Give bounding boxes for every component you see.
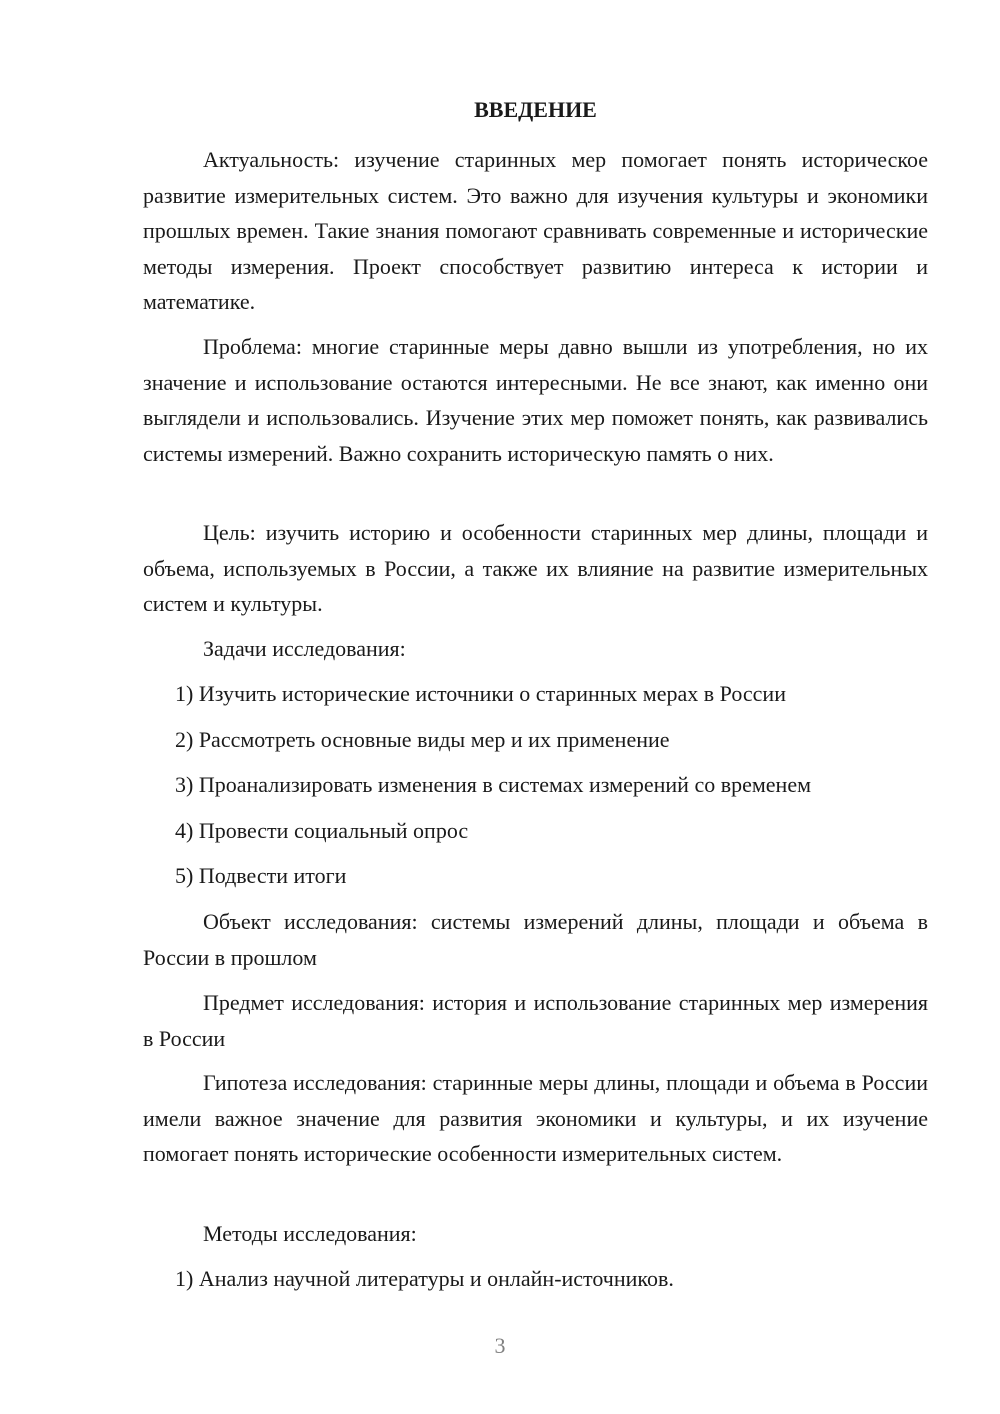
subject-paragraph: Предмет исследования: история и использование старинных мер измерения в России — [143, 990, 928, 1051]
task-item: 5) Подвести итоги — [175, 863, 347, 888]
method-item: 1) Анализ научной литературы и онлайн-источников. — [175, 1266, 674, 1291]
task-item: 3) Проанализировать изменения в системах измерений со временем — [175, 772, 812, 797]
task-item: 4) Провести социальный опрос — [175, 818, 469, 843]
tasks-heading: Задачи исследования: — [203, 636, 406, 661]
goal-paragraph: Цель: изучить историю и особенности старинных мер длины, площади и объема, используемых в России, а также их влияние на развитие измерительных систем и культуры. — [143, 520, 928, 616]
problem-paragraph: Проблема: многие старинные меры давно вышли из употребления, но их значение и использование остаются интересными. Не все знают, как именно они выглядели и использовались. Изучение этих мер поможет понять, как развивались системы измерений. Важно сохранить историческую память о них. — [143, 334, 928, 466]
relevance-paragraph: Актуальность: изучение старинных мер помогает понять историческое развитие измерительных систем. Это важно для изучения культуры и экономики прошлых времен. Такие знания помогают сравнивать современные и исторические методы измерения. Проект способствует развитию интереса к истории и математике. — [143, 147, 928, 314]
task-item: 1) Изучить исторические источники о старинных мерах в России — [175, 681, 786, 706]
hypothesis-paragraph: Гипотеза исследования: старинные меры длины, площади и объема в России имели важное значение для развития экономики и культуры, и их изучение помогает понять исторические особенности измерительных систем. — [143, 1070, 928, 1166]
page-title: ВВЕДЕНИЕ — [474, 97, 597, 122]
methods-heading: Методы исследования: — [203, 1221, 417, 1246]
page-number: 3 — [494, 1333, 506, 1358]
task-item: 2) Рассмотреть основные виды мер и их применение — [175, 727, 670, 752]
object-paragraph: Объект исследования: системы измерений длины, площади и объема в России в прошлом — [143, 909, 928, 970]
